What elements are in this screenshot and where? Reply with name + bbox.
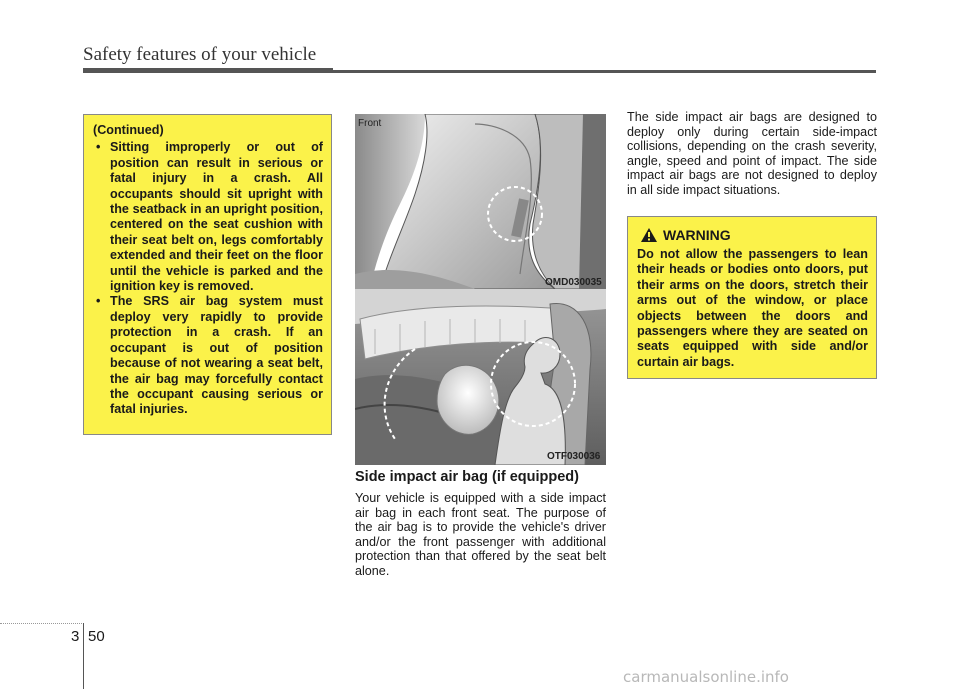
caution-bullet: • The SRS air bag system must deploy very rapidly to provide protection in a crash. If an occupant is out of position because of not wearing a seat belt, the air bag may forcefully contact the occupant causing serious or fatal injuries. <box>96 294 323 417</box>
page-header-title: Safety features of your vehicle <box>83 44 317 65</box>
seat-illustration-svg <box>355 114 606 289</box>
warning-triangle-icon <box>641 228 657 242</box>
footer-dotted-rule <box>0 623 82 624</box>
deployed-side-airbag-illustration <box>355 289 606 465</box>
side-airbag-deploy-text: The side impact air bags are designed to deploy only during certain side-impact collisions, depending on the crash severity, angle, speed and point of impact. The side impact air bags are not designed to deploy in all side impact situations. <box>627 110 877 197</box>
section-body: Your vehicle is equipped with a side impact air bag in each front seat. The purpose of the air bag is to provide the vehicle's driver and/or the front passenger with additional protection than that offered by the seat belt alone. <box>355 491 606 578</box>
warning-box <box>627 216 877 379</box>
section-heading: Side impact air bag (if equipped) <box>355 469 579 485</box>
warning-title-row <box>641 227 868 243</box>
chapter-number: 3 <box>71 628 80 645</box>
figure-code-1: OMD030035 <box>545 277 602 288</box>
continued-label: (Continued) <box>93 123 164 137</box>
caution-box <box>83 114 332 435</box>
footer-divider <box>83 623 84 689</box>
page-number: 50 <box>88 628 105 645</box>
seat-side-airbag-illustration <box>355 114 606 289</box>
deployed-airbag-svg <box>355 289 606 465</box>
figure-code-2: OTF030036 <box>547 451 601 462</box>
caution-bullet: • Sitting improperly or out of position can result in serious or fatal injury in a crash. All occupants should sit upright with the seatback in an upright position, centered on the seat cushion with their seat belt on, legs comfortably extended and their feet on the floor until the vehicle is parked and the ignition key is removed. <box>96 140 323 294</box>
caution-list <box>93 140 323 417</box>
header-rule <box>83 70 876 73</box>
warning-title: WARNING <box>663 227 731 243</box>
watermark: carmanualsonline.info <box>623 668 789 686</box>
figure-front-label: Front <box>358 118 382 129</box>
warning-text: Do not allow the passengers to lean their heads or bodies onto doors, put their arms on the doors, stretch their arms out of the window, or place objects between the doors and passengers where they are seated on seats equipped with side and/or curtain air bags. <box>637 247 868 369</box>
